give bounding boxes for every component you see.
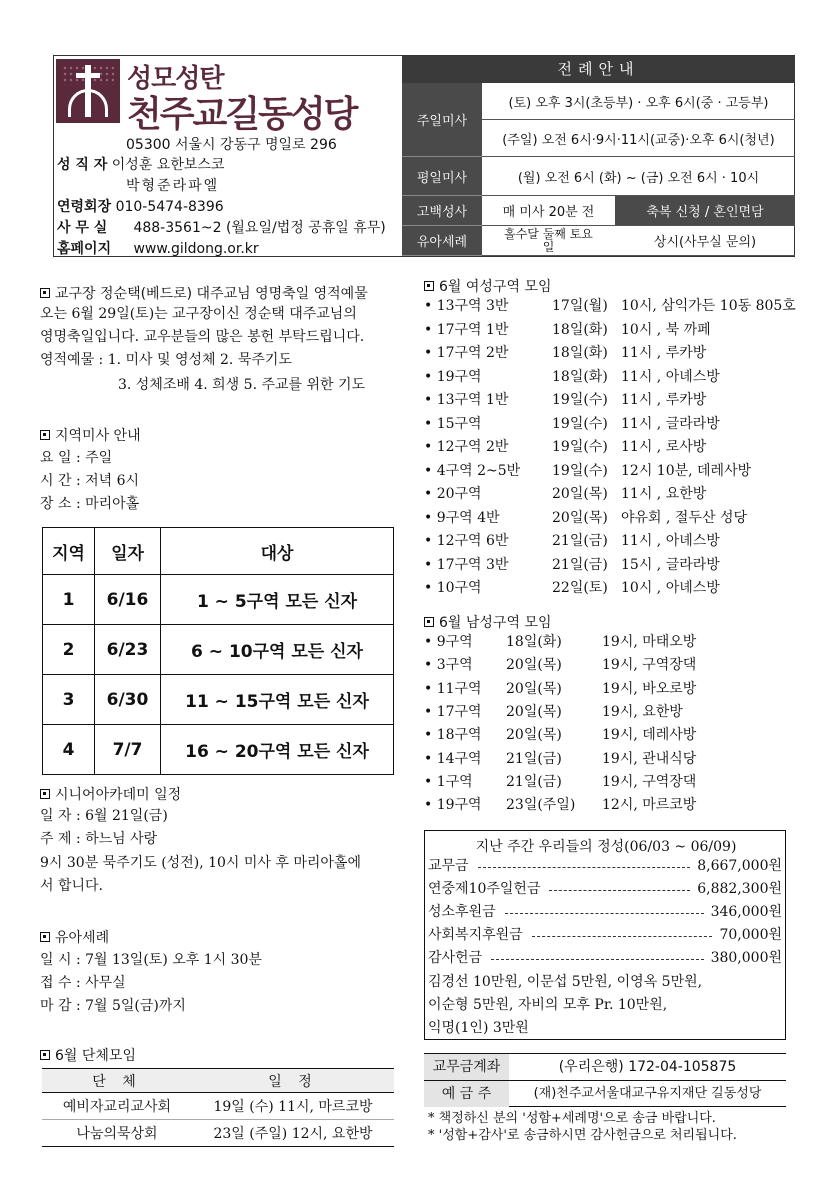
group-table	[42, 1068, 394, 1147]
list-item-place: 12시 10분, 데레사방	[621, 462, 752, 479]
list-item-district: • 3구역	[424, 657, 473, 674]
list-item	[424, 655, 794, 675]
anniversary-line-2: 영명축일입니다. 교우분들의 많은 봉헌 부탁드립니다.	[40, 329, 365, 345]
church-logo	[56, 59, 120, 123]
blessing-label: 축복 신청 / 혼인면담	[615, 196, 795, 226]
list-item-district: • 17구역	[424, 703, 482, 720]
offering-item-label: 사회복지후원금	[428, 927, 523, 943]
list-item-date: 20일(목)	[506, 703, 562, 720]
baptism-deadline: 마 감 : 7월 5일(금)까지	[40, 998, 186, 1014]
leader-line	[549, 890, 690, 891]
men-district-title: 6월 남성구역 모임	[424, 612, 551, 632]
list-item	[424, 531, 794, 551]
schedule-header: 일 정	[192, 1069, 394, 1093]
list-item	[424, 702, 794, 722]
regional-time: 시 간 : 저녁 6시	[40, 473, 140, 489]
sunday-mass-label: 주일미사	[402, 83, 482, 157]
table-row: 3 6/30 11 ~ 15구역 모든 신자	[43, 675, 394, 725]
list-item-date: 21일(금)	[506, 773, 562, 790]
list-item-district: • 14구역	[424, 750, 482, 767]
donor-line-1: 김경선 10만원, 이문섭 5만원, 이영옥 5만원,	[428, 974, 703, 990]
list-item-district: • 11구역	[424, 680, 482, 697]
list-item-district: • 1구역	[424, 773, 473, 790]
table-row: 2 6/23 6 ~ 10구역 모든 신자	[43, 625, 394, 675]
priest-row	[57, 154, 224, 174]
list-item-date: 18일(화)	[552, 368, 608, 385]
region-table	[42, 527, 394, 775]
list-item	[424, 367, 794, 387]
checkbox-icon	[424, 617, 434, 627]
list-item	[424, 795, 794, 815]
infant-baptism-label: 유아세례	[402, 226, 482, 256]
list-item-place: 11시 , 아녜스방	[621, 533, 720, 549]
regional-mass-title: 지역미사 안내	[40, 425, 141, 445]
list-item-place: 11시 , 로사방	[621, 439, 707, 455]
offering-item-label: 교무금	[428, 858, 469, 874]
list-item-date: 20일(목)	[552, 509, 608, 526]
offering-item-amount: 6,882,300원	[697, 881, 782, 897]
offering-title: 지난 주간 우리들의 정성(06/03 ~ 06/09)	[475, 839, 737, 855]
sunday-mass-saturday: (토) 오후 3시(초등부) · 오후 6시(중 · 고등부)	[482, 83, 795, 120]
address: 05300 서울시 강동구 명일로 296	[126, 137, 337, 153]
list-item-place: 19시, 요한방	[602, 703, 683, 720]
list-item-district: • 15구역	[424, 415, 482, 432]
offering-item-label: 연중제10주일헌금	[428, 881, 541, 897]
list-item-date: 20일(목)	[552, 486, 608, 502]
list-item	[424, 320, 794, 340]
list-item-district: • 12구역 6반	[424, 533, 509, 549]
list-item-district: • 20구역	[424, 486, 482, 502]
list-item-date: 21일(금)	[552, 533, 608, 549]
list-item-date: 23일(주일)	[506, 797, 576, 814]
header-box	[53, 55, 795, 257]
list-item	[424, 632, 794, 652]
holder-value: (재)천주교서울대교구유지재단 길동성당	[533, 1086, 762, 1101]
regional-place: 장 소 : 마리아홀	[40, 496, 140, 512]
list-item-district: • 19구역	[424, 368, 482, 385]
chair-value: 010-5474-8396	[115, 199, 224, 215]
list-item-place: 11시 , 루카방	[621, 392, 707, 408]
group-header: 단 체	[42, 1069, 192, 1093]
list-item-district: • 12구역 2반	[424, 439, 509, 455]
list-item-date: 19일(수)	[552, 462, 608, 479]
leader-line	[532, 936, 712, 937]
list-item-place: 11시 , 요한방	[621, 486, 707, 502]
account-value: (우리은행) 172-04-105875	[558, 1059, 737, 1075]
list-item-place: 19시, 구역장댁	[602, 773, 697, 790]
web-label: 홈페이지	[57, 241, 112, 257]
list-item	[424, 508, 794, 528]
church-info	[54, 56, 402, 258]
priest-1: 이성훈 요한보스코	[111, 157, 225, 173]
schedule-title: 전례안내	[402, 56, 795, 83]
list-item-date: 19일(수)	[552, 439, 608, 455]
church-name: 천주교길동성당	[127, 94, 357, 135]
leader-line	[478, 867, 690, 868]
senior-academy-title: 시니어아카데미 일정	[40, 784, 181, 804]
list-item-district: • 10구역	[424, 580, 482, 596]
senior-theme: 주 제 : 하느님 사랑	[40, 831, 158, 847]
list-item-date: 17일(월)	[552, 298, 608, 314]
list-item-place: 11시 , 글라라방	[621, 415, 720, 432]
list-item-date: 19일(수)	[552, 415, 608, 432]
checkbox-icon	[40, 288, 50, 298]
list-item-date: 20일(목)	[506, 727, 562, 744]
list-item-district: • 17구역 2반	[424, 345, 509, 361]
baptism-reception: 접 수 : 사무실	[40, 975, 126, 991]
leader-line	[491, 959, 704, 960]
checkbox-icon	[40, 932, 50, 942]
target-header: 대상	[161, 528, 394, 575]
holder-row	[424, 1080, 786, 1107]
anniversary-line-3: 영적예물 : 1. 미사 및 영성체 2. 묵주기도	[40, 352, 292, 368]
list-item	[424, 555, 794, 575]
list-item-district: • 18구역	[424, 727, 482, 744]
bank-note-2: * '성함+감사'로 송금하시면 감사헌금으로 처리됩니다.	[428, 1128, 737, 1143]
account-row	[424, 1053, 786, 1080]
list-item	[424, 725, 794, 745]
chair-row	[57, 196, 224, 216]
list-item-place: 19시, 관내식당	[602, 750, 697, 767]
priest-2: 박형준라파엘	[126, 178, 220, 194]
women-district-title: 6월 여성구역 모임	[424, 276, 551, 296]
list-item	[424, 772, 794, 792]
list-item	[424, 578, 794, 598]
donor-line-3: 익명(1인) 3만원	[428, 1020, 529, 1036]
list-item-place: 10시 , 북 까페	[621, 321, 711, 338]
bank-note-1: * 책정하신 분의 '성함+세례명'으로 송금 바랍니다.	[428, 1111, 716, 1126]
infant-baptism-title: 유아세례	[40, 927, 109, 947]
list-item-place: 19시, 구역장댁	[602, 657, 697, 674]
table-row: 4 7/7 16 ~ 20구역 모든 신자	[43, 725, 394, 775]
confession-value: 매 미사 20분 전	[482, 196, 615, 226]
list-item-date: 21일(금)	[552, 556, 608, 573]
offering-item-label: 성소후원금	[428, 904, 496, 920]
group-meeting-title: 6월 단체모임	[40, 1045, 136, 1065]
web-link[interactable]: www.gildong.or.kr	[133, 241, 259, 257]
weekday-mass-label: 평일미사	[402, 157, 482, 196]
offering-box	[424, 830, 786, 1040]
list-item-date: 20일(목)	[506, 680, 562, 697]
checkbox-icon	[40, 1050, 50, 1060]
list-item-district: • 17구역 1반	[424, 321, 509, 338]
date-header: 일자	[95, 528, 161, 575]
list-item-district: • 4구역 2~5반	[424, 462, 521, 479]
senior-date: 일 자 : 6월 21일(금)	[40, 808, 168, 824]
donor-line-2: 이순형 5만원, 자비의 모후 Pr. 10만원,	[428, 997, 668, 1013]
list-item-place: 12시, 마르코방	[602, 797, 697, 814]
list-item-date: 20일(목)	[506, 657, 562, 674]
baptism-datetime: 일 시 : 7월 13일(토) 오후 1시 30분	[40, 952, 262, 968]
list-item	[424, 296, 794, 316]
sunday-mass-sunday: (주일) 오전 6시·9시·11시(교중)·오후 6시(청년)	[482, 120, 795, 157]
leader-line	[505, 913, 704, 914]
list-item-place: 15시 , 글라라방	[621, 556, 720, 573]
list-item-place: 19시, 데레사방	[602, 727, 697, 744]
web-row	[57, 238, 259, 258]
bank-info	[424, 1053, 786, 1111]
list-item-date: 18일(화)	[506, 634, 562, 650]
list-item	[424, 749, 794, 769]
list-item	[424, 414, 794, 434]
list-item-date: 18일(화)	[552, 321, 608, 338]
anniversary-title: 교구장 정순택(베드로) 대주교님 영명축일 영적예물	[40, 283, 368, 303]
priest-label: 성 직 자	[57, 157, 108, 173]
chair-label: 연령회장	[57, 199, 112, 215]
list-item-district: • 17구역 3반	[424, 556, 509, 573]
sacrament-value: 상시(사무실 문의)	[615, 226, 795, 256]
offering-item-amount: 380,000원	[710, 950, 782, 966]
offering-item-amount: 346,000원	[710, 904, 782, 920]
list-item-place: 11시 , 아녜스방	[621, 368, 720, 385]
region-header: 지역	[43, 528, 95, 575]
list-item-district: • 13구역 3반	[424, 298, 509, 314]
office-row	[57, 217, 386, 237]
list-item	[424, 461, 794, 481]
list-item-place: 19시, 마태오방	[602, 634, 697, 650]
office-value: 488-3561~2 (월요일/법정 공휴일 휴무)	[133, 220, 386, 236]
senior-line-3: 9시 30분 묵주기도 (성전), 10시 미사 후 마리아홀에	[40, 855, 361, 871]
checkbox-icon	[40, 430, 50, 440]
list-item-date: 18일(화)	[552, 345, 608, 361]
holder-label: 예 금 주	[424, 1081, 509, 1107]
infant-baptism-value: 홀수달 둘째 토요일	[482, 226, 615, 256]
anniversary-line-1: 오는 6월 29일(토)는 교구장이신 정순택 대주교님의	[40, 306, 357, 322]
list-item-date: 21일(금)	[506, 750, 562, 767]
list-item-date: 22일(토)	[552, 580, 608, 596]
list-item	[424, 437, 794, 457]
list-item-district: • 19구역	[424, 797, 482, 814]
senior-line-4: 서 합니다.	[40, 878, 103, 894]
weekday-mass-value: (월) 오전 6시 (화) ~ (금) 오전 6시 · 10시	[482, 157, 795, 196]
list-item-place: 11시 , 루카방	[621, 345, 707, 361]
list-item-date: 19일(수)	[552, 392, 608, 408]
list-item-district: • 9구역 4반	[424, 509, 500, 526]
list-item-place: 10시, 삼익가든 10동 805호	[621, 298, 796, 314]
list-item-district: • 9구역	[424, 634, 473, 650]
list-item	[424, 484, 794, 504]
list-item	[424, 679, 794, 699]
table-row: 1 6/16 1 ~ 5구역 모든 신자	[43, 575, 394, 625]
list-item	[424, 343, 794, 363]
table-row: 나눔의묵상회 23일 (주일) 12시, 요한방	[42, 1120, 394, 1147]
office-label: 사 무 실	[57, 220, 108, 236]
offering-item-label: 감사헌금	[428, 950, 483, 966]
list-item-district: • 13구역 1반	[424, 392, 509, 408]
table-row: 예비자교리교사회 19일 (수) 11시, 마르코방	[42, 1093, 394, 1120]
offering-item-amount: 70,000원	[719, 927, 782, 943]
list-item	[424, 390, 794, 410]
checkbox-icon	[40, 789, 50, 799]
anniversary-line-4: 3. 성체조배 4. 희생 5. 주교를 위한 기도	[118, 377, 366, 393]
offering-item-amount: 8,667,000원	[697, 858, 782, 874]
checkbox-icon	[424, 281, 434, 291]
list-item-place: 19시, 바오로방	[602, 680, 697, 697]
list-item-place: 10시 , 아녜스방	[621, 580, 720, 596]
church-subtitle: 성모성탄	[127, 64, 224, 94]
liturgy-schedule	[402, 56, 795, 256]
confession-label: 고백성사	[402, 196, 482, 226]
regional-day: 요 일 : 주일	[40, 450, 113, 466]
list-item-place: 야유회 , 절두산 성당	[621, 509, 747, 526]
account-label: 교무금계좌	[424, 1054, 509, 1080]
